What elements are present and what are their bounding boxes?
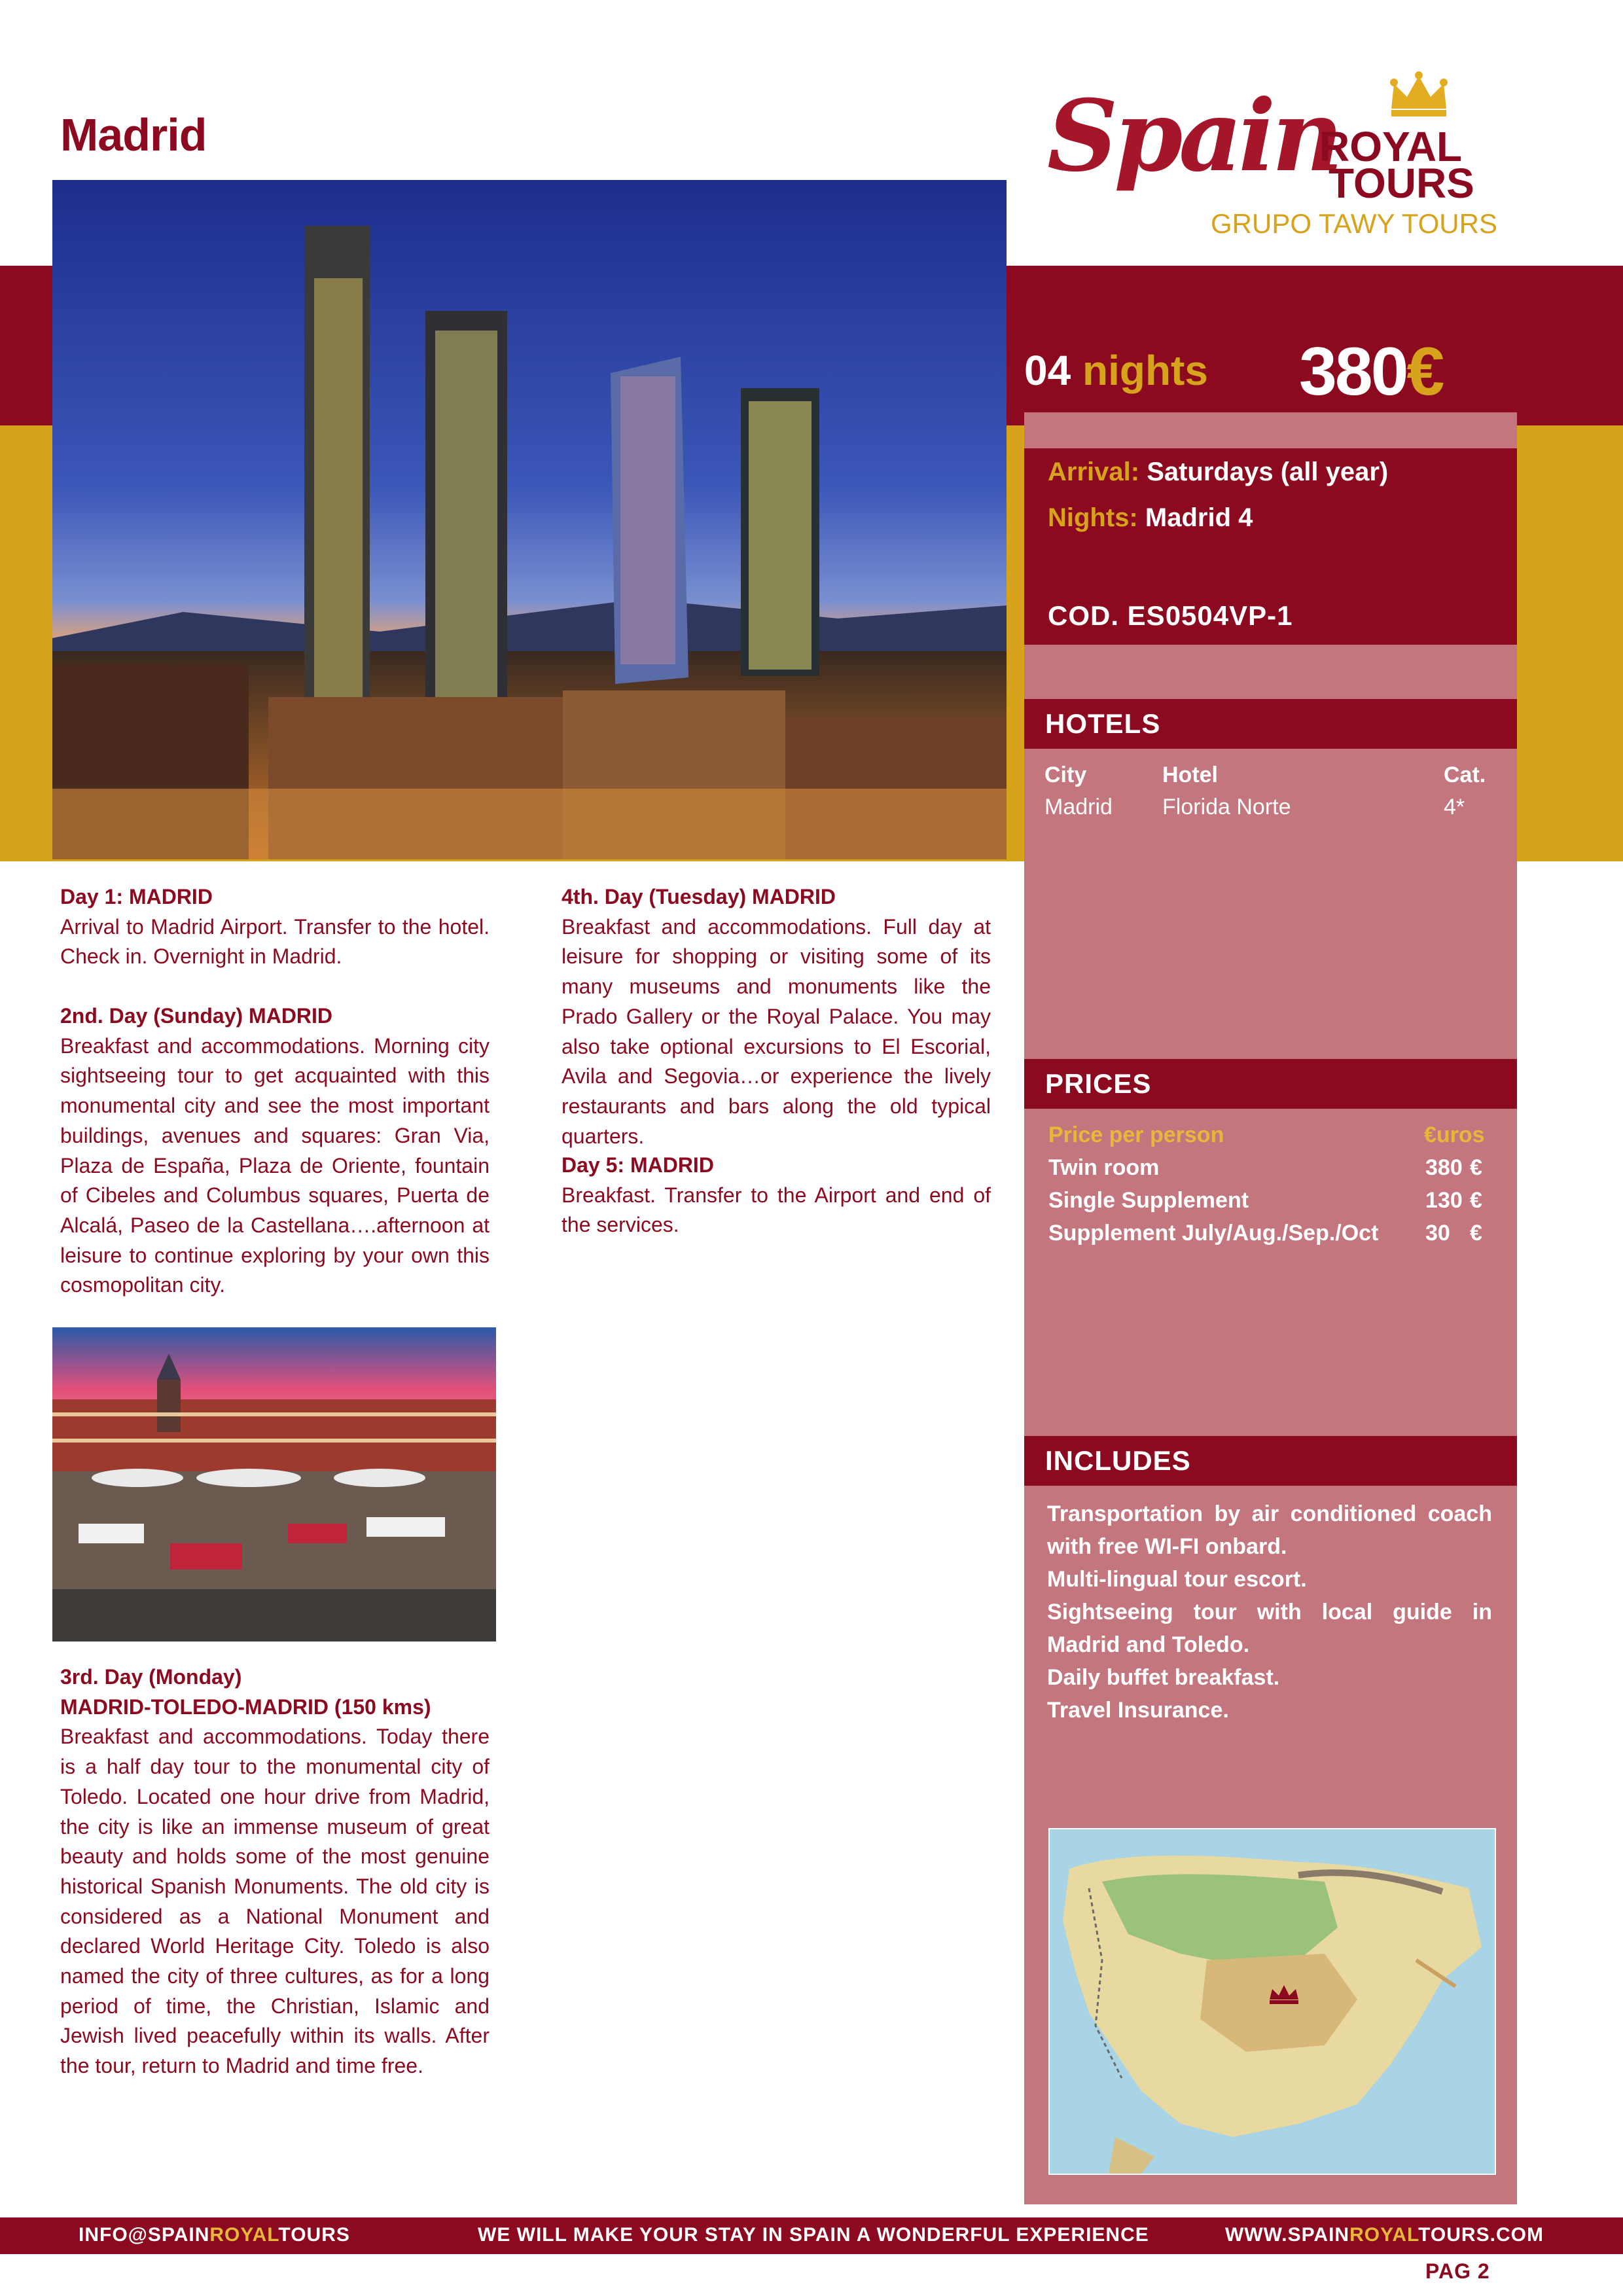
day2-text: Breakfast and accommodations. Morning city sightseeing tour to get acquainted with this monumental city and see the most important buildings, avenues and squares: Gran Via, Plaza de España, Plaza de Oriente, fountain of Cibeles and Columbus squares, Puerta de Alcalá, Paseo de la Castellana….afternoon at leisure to continue exploring by your own this cosmopolitan city. [60,1033,490,1297]
itinerary-day1 [60,882,490,972]
includes-title: INCLUDES [1045,1445,1191,1476]
includes-item: Transportation by air conditioned coach with free WI-FI onbard. [1047,1501,1492,1559]
price-row-currency: € [1470,1155,1482,1180]
day2-title: 2nd. Day (Sunday) MADRID [60,1004,333,1028]
itinerary-day5 [562,1151,991,1240]
footer-website[interactable] [1225,2224,1544,2246]
day5-text: Breakfast. Transfer to the Airport and end of the services. [562,1183,991,1237]
includes-item: Multi-lingual tour escort. [1047,1567,1307,1592]
logo-script-text: Spain [1047,79,1340,194]
tour-code: COD. ES0504VP-1 [1048,600,1293,631]
hotel-row-cat: 4* [1444,795,1465,819]
day3-title: 3rd. Day (Monday) [60,1665,242,1689]
itinerary-day3 [60,1662,490,2081]
itinerary-day2 [60,1001,490,1300]
map-iberian-peninsula [1048,1828,1496,2175]
prices-title: PRICES [1045,1068,1152,1099]
photo-plaza-mayor [52,1327,496,1641]
prices-col-label: Price per person [1048,1122,1224,1147]
includes-item: Sightseeing tour with local guide in Madrid and Toledo. [1047,1600,1492,1657]
arrival-row [1048,457,1388,487]
footer-web-part: ROYAL [1349,2224,1419,2246]
nights-row [1048,503,1253,533]
footer-bar [0,2217,1623,2254]
price-row-currency: € [1470,1188,1482,1213]
arrival-value: Saturdays (all year) [1147,457,1389,486]
day1-title: Day 1: MADRID [60,885,213,908]
includes-header [1024,1436,1517,1486]
hotel-row-city: Madrid [1044,795,1113,819]
includes-item: Travel Insurance. [1047,1698,1229,1723]
day3-text: Breakfast and accommodations. Today there is a half day tour to the monumental city of Toledo. Located one hour drive from Madrid, the city is like an immense museum of great beauty and holds some of the most genuine historical Spanish Monuments. The old city is considered as a National Monument and declared World Heritage City. Toledo is also named the city of three cultures, as for a long period of time, the Christian, Islamic and Jewish lived peacefully within its walls. After the tour, return to Madrid and time free. [60,1725,490,2078]
price-currency: € [1406,334,1443,410]
page-number: PAG 2 [1425,2259,1490,2283]
hotels-col-cat: Cat. [1444,762,1486,787]
arrival-label: Arrival: [1048,457,1140,486]
price-row-value: 380 [1425,1155,1463,1180]
footer-email[interactable] [79,2224,350,2246]
price-row-currency: € [1470,1221,1482,1246]
prices-col-currency: €uros [1424,1122,1485,1147]
logo-tours-text: TOURS [1329,160,1474,207]
price-row-label: Supplement July/Aug./Sep./Oct [1048,1221,1379,1246]
page-title: Madrid [60,109,207,160]
nights-info-label: Nights: [1048,503,1138,532]
hero-photo-madrid-skyline [52,180,1007,859]
price-value: 380 [1299,334,1407,410]
footer-email-part: INFO@ [79,2224,148,2246]
footer-email-part: SPAIN [147,2224,210,2246]
footer-email-part: TOURS [278,2224,350,2246]
day4-text: Breakfast and accommodations. Full day at leisure for shopping or visiting some of its many museums and monuments like the Prado Gallery or the Royal Palace. You may also take optional excursions to El Escorial, Avila and Segovia…or experience the lively restaurants and bars along the old typical quarters. [562,914,991,1148]
hotel-row-name: Florida Norte [1162,795,1291,819]
nights-word: nights [1082,347,1208,394]
nights-number: 04 [1024,347,1071,394]
hotels-col-city: City [1044,762,1087,787]
price-row-value: 130 [1425,1188,1463,1213]
footer-web-part: WWW. [1225,2224,1288,2246]
hotels-header [1024,699,1517,749]
includes-list [1047,1498,1492,1727]
day4-title: 4th. Day (Tuesday) MADRID [562,885,836,908]
nights-info-value: Madrid 4 [1145,503,1253,532]
price [1299,333,1442,411]
nights-price-banner [1024,331,1522,409]
day5-title: Day 5: MADRID [562,1153,714,1177]
price-row-value: 30 [1425,1221,1450,1246]
hotels-col-hotel: Hotel [1162,762,1218,787]
hotels-title: HOTELS [1045,708,1161,739]
logo-royal-text: ROYAL [1319,123,1463,170]
footer-web-part: TOURS [1418,2224,1490,2246]
crown-icon [1387,71,1450,118]
footer-web-part: SPAIN [1287,2224,1350,2246]
brand-logo[interactable] [1047,65,1505,249]
footer-email-part: ROYAL [209,2224,279,2246]
nights-label [1024,346,1208,395]
price-row-label: Twin room [1048,1155,1160,1180]
price-row-label: Single Supplement [1048,1188,1249,1213]
footer-web-part: .COM [1489,2224,1544,2246]
prices-header [1024,1059,1517,1109]
arrival-info-box [1024,448,1517,645]
day3-subtitle: MADRID-TOLEDO-MADRID (150 kms) [60,1695,431,1719]
footer-slogan: WE WILL MAKE YOUR STAY IN SPAIN A WONDERFUL EXPERIENCE [478,2224,1149,2246]
day1-text: Arrival to Madrid Airport. Transfer to the hotel. Check in. Overnight in Madrid. [60,914,490,969]
logo-group-text: GRUPO TAWY TOURS [1211,208,1497,239]
includes-item: Daily buffet breakfast. [1047,1665,1280,1690]
itinerary-day4 [562,882,991,1151]
